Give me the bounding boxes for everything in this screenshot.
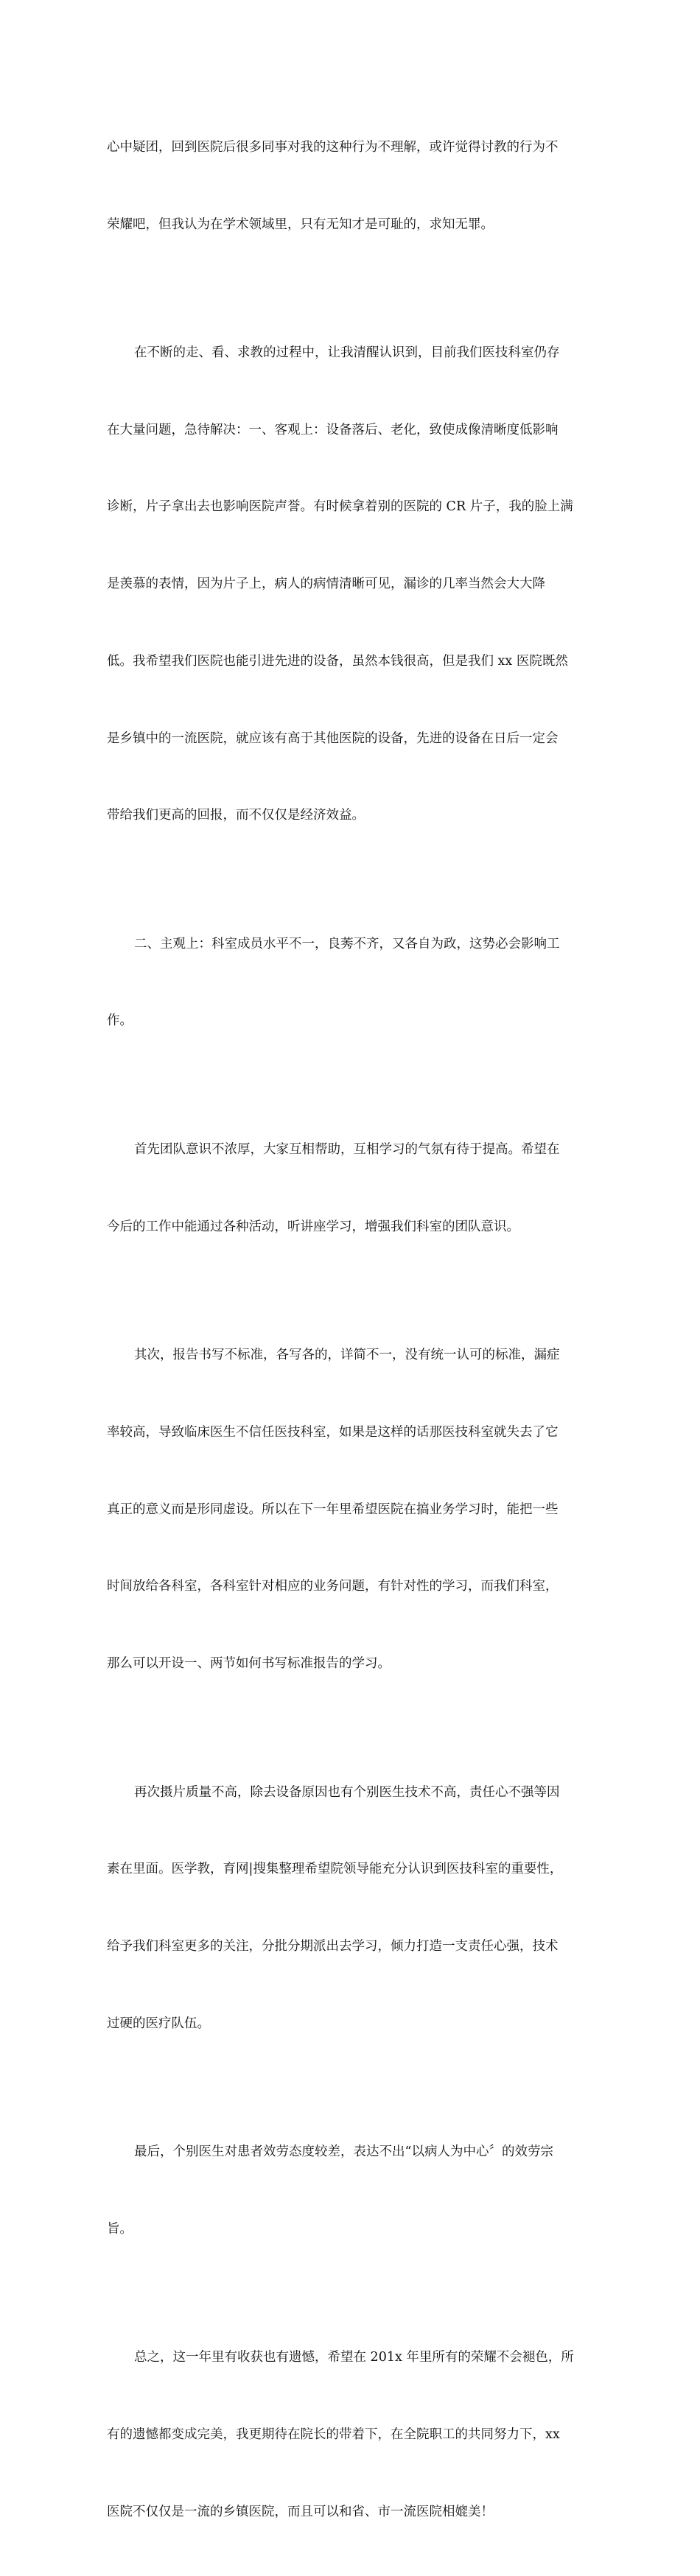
- text-line: 二、主观上：科室成员水平不一，良莠不齐，又各自为政，这势必会影响工: [134, 936, 560, 951]
- paragraph-6: [107, 1728, 599, 2088]
- paragraph-2: [107, 289, 599, 880]
- text-line: 低。我希望我们医院也能引进先进的设备，虽然本钱很高，但是我们 xx 医院既然: [107, 653, 568, 669]
- text-line: 是羡慕的表情，因为片子上，病人的病情清晰可见，漏诊的几率当然会大大降: [107, 577, 545, 592]
- paragraph-1: [107, 83, 599, 289]
- text-line: 给予我们科室更多的关注，分批分期派出去学习，倾力打造一支责任心强，技术: [107, 1938, 559, 1954]
- paragraph-4: [107, 1085, 599, 1291]
- text-line: 过硬的医疗队伍。: [107, 2016, 210, 2031]
- text-line: 荣耀吧，但我认为在学术领域里，只有无知才是可耻的，求知无罪。: [107, 217, 494, 232]
- text-line: 是乡镇中的一流医院，就应该有高于其他医院的设备，先进的设备在日后一定会: [107, 731, 559, 746]
- text-line: 旨。: [107, 2221, 133, 2237]
- text-line: 带给我们更高的回报，而不仅仅是经济效益。: [107, 808, 365, 823]
- text-line: 首先团队意识不浓厚，大家互相帮助，互相学习的气氛有待于提高。希望在: [134, 1141, 560, 1157]
- text-line: 时间放给各科室，各科室针对相应的业务问题，有针对性的学习，而我们科室，: [107, 1579, 559, 1594]
- text-line: 真正的意义而是形同虚设。所以在下一年里希望医院在搞业务学习时，能把一些: [107, 1502, 559, 1517]
- paragraph-5: [107, 1291, 599, 1728]
- text-line: 在不断的走、看、求教的过程中，让我清醒认识到，目前我们医技科室仍存: [134, 345, 560, 361]
- text-line: 心中疑团，回到医院后很多同事对我的这种行为不理解，或许觉得讨教的行为不: [107, 139, 559, 155]
- text-line: 有的遗憾都变成完美，我更期待在院长的带着下，在全院职工的共同努力下，xx: [107, 2427, 560, 2443]
- paragraph-3: [107, 880, 599, 1085]
- text-line: 那么可以开设一、两节如何书写标准报告的学习。: [107, 1656, 391, 1672]
- text-line: 素在里面。医学教，育网|搜集整理希望院领导能充分认识到医技科室的重要性，: [107, 1862, 563, 1877]
- text-line: 再次摄片质量不高，除去设备原因也有个别医生技术不高，责任心不强等因: [134, 1784, 560, 1800]
- text-line: 最后，个别医生对患者效劳态度较差，表达不出“以病人为中心〞的效劳宗: [134, 2144, 553, 2160]
- text-line: 诊断，片子拿出去也影响医院声誉。有时候拿着别的医院的 CR 片子，我的脸上满: [107, 499, 573, 515]
- paragraph-7: [107, 2088, 599, 2293]
- text-line: 作。: [107, 1013, 133, 1029]
- text-line: 在大量问题，急待解决：一、客观上：设备落后、老化，致使成像清晰度低影响: [107, 422, 559, 437]
- text-line: 总之，这一年里有收获也有遗憾，希望在 201x 年里所有的荣耀不会褪色，所: [134, 2350, 574, 2365]
- text-line: 医院不仅仅是一流的乡镇医院，而且可以和省、市一流医院相媲美！: [107, 2504, 494, 2519]
- document-page: [107, 83, 599, 2576]
- text-line: 其次，报告书写不标准，各写各的，详简不一，没有统一认可的标准，漏症: [134, 1348, 560, 1363]
- text-line: 今后的工作中能通过各种活动，听讲座学习，增强我们科室的团队意识。: [107, 1219, 519, 1234]
- paragraph-8: [107, 2294, 599, 2576]
- text-line: 率较高，导致临床医生不信任医技科室，如果是这样的话那医技科室就失去了它: [107, 1424, 559, 1440]
